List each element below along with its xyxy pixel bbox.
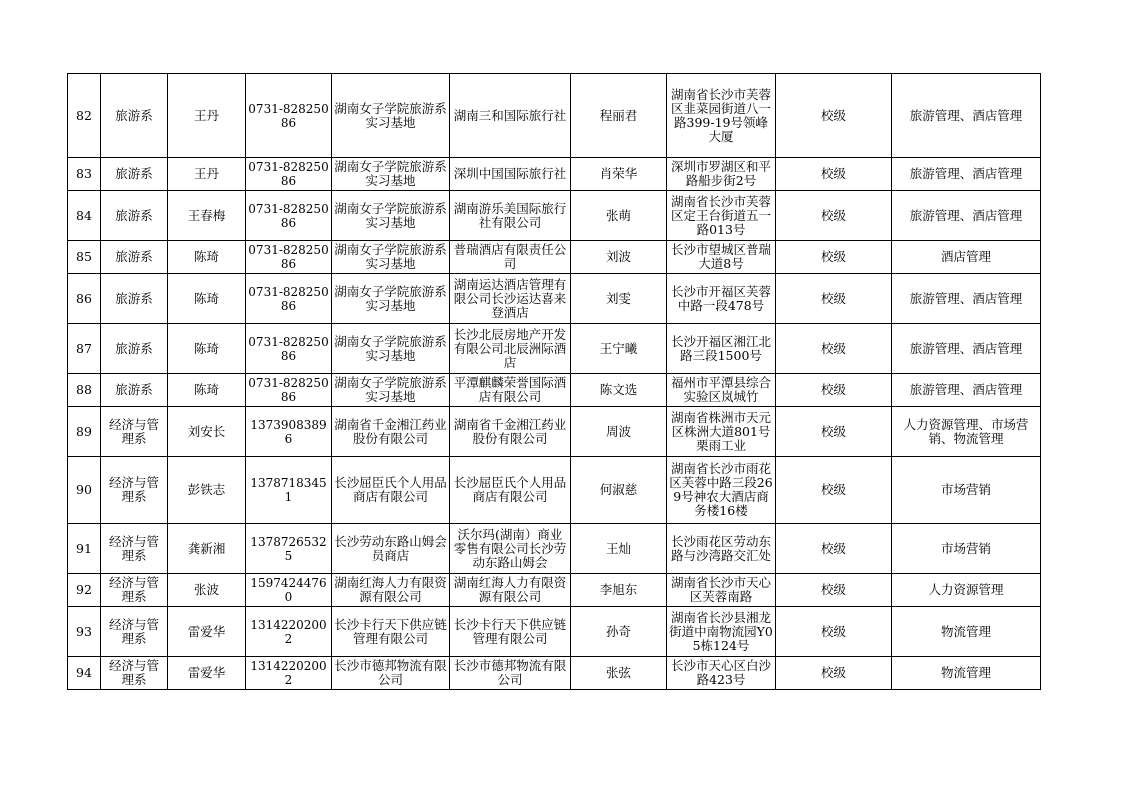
address-cell: 长沙市天心区白沙路423号 (667, 657, 776, 690)
address-cell: 长沙开福区湘江北路三段1500号 (667, 324, 776, 374)
row-number-cell: 94 (68, 657, 101, 690)
level-cell: 校级 (776, 657, 892, 690)
phone-cell: 13787183451 (246, 457, 332, 524)
company-cell: 普瑞酒店有限责任公司 (450, 241, 571, 274)
level-cell: 校级 (776, 274, 892, 324)
level-cell: 校级 (776, 241, 892, 274)
contact-name-cell: 刘安长 (168, 407, 246, 457)
company-contact-cell: 张弦 (571, 657, 667, 690)
level-cell: 校级 (776, 374, 892, 407)
major-cell: 人力资源管理 (892, 574, 1041, 607)
table-row (68, 324, 1041, 374)
table-row (68, 158, 1041, 191)
phone-cell: 13787265325 (246, 524, 332, 574)
table-row (68, 574, 1041, 607)
contact-name-cell: 陈琦 (168, 241, 246, 274)
major-cell: 旅游管理、酒店管理 (892, 374, 1041, 407)
phone-cell: 0731-82825086 (246, 158, 332, 191)
level-cell: 校级 (776, 74, 892, 158)
table-row (68, 524, 1041, 574)
department-cell: 旅游系 (101, 191, 168, 241)
department-cell: 旅游系 (101, 274, 168, 324)
level-cell: 校级 (776, 191, 892, 241)
base-name-cell: 湖南女子学院旅游系实习基地 (332, 158, 450, 191)
company-cell: 平潭麒麟荣誉国际酒店有限公司 (450, 374, 571, 407)
row-number-cell: 82 (68, 74, 101, 158)
base-name-cell: 湖南女子学院旅游系实习基地 (332, 374, 450, 407)
table-row (68, 241, 1041, 274)
table-row (68, 407, 1041, 457)
company-contact-cell: 陈文选 (571, 374, 667, 407)
row-number-cell: 87 (68, 324, 101, 374)
phone-cell: 13739083896 (246, 407, 332, 457)
company-contact-cell: 刘雯 (571, 274, 667, 324)
major-cell: 旅游管理、酒店管理 (892, 191, 1041, 241)
major-cell: 酒店管理 (892, 241, 1041, 274)
row-number-cell: 85 (68, 241, 101, 274)
phone-cell: 13142202002 (246, 607, 332, 657)
major-cell: 市场营销 (892, 457, 1041, 524)
company-cell: 湖南三和国际旅行社 (450, 74, 571, 158)
address-cell: 湖南省长沙市雨花区芙蓉中路三段269号神农大酒店商务楼16楼 (667, 457, 776, 524)
company-cell: 长沙屈臣氏个人用品商店有限公司 (450, 457, 571, 524)
company-contact-cell: 王灿 (571, 524, 667, 574)
row-number-cell: 93 (68, 607, 101, 657)
company-contact-cell: 周波 (571, 407, 667, 457)
base-name-cell: 长沙屈臣氏个人用品商店有限公司 (332, 457, 450, 524)
department-cell: 旅游系 (101, 74, 168, 158)
company-cell: 湖南运达酒店管理有限公司长沙运达喜来登酒店 (450, 274, 571, 324)
major-cell: 物流管理 (892, 607, 1041, 657)
company-contact-cell: 肖荣华 (571, 158, 667, 191)
company-cell: 长沙市德邦物流有限公司 (450, 657, 571, 690)
contact-name-cell: 王丹 (168, 158, 246, 191)
department-cell: 旅游系 (101, 324, 168, 374)
row-number-cell: 90 (68, 457, 101, 524)
address-cell: 福州市平潭县综合实验区岚城竹 (667, 374, 776, 407)
phone-cell: 0731-82825086 (246, 274, 332, 324)
major-cell: 旅游管理、酒店管理 (892, 324, 1041, 374)
table-body (68, 74, 1041, 690)
major-cell: 人力资源管理、市场营销、物流管理 (892, 407, 1041, 457)
department-cell: 经济与管理系 (101, 657, 168, 690)
department-cell: 经济与管理系 (101, 607, 168, 657)
base-name-cell: 湖南红海人力有限资源有限公司 (332, 574, 450, 607)
phone-cell: 13142202002 (246, 657, 332, 690)
base-name-cell: 长沙卡行天下供应链管理有限公司 (332, 607, 450, 657)
table-row (68, 274, 1041, 324)
table-row (68, 657, 1041, 690)
address-cell: 深圳市罗湖区和平路船步街2号 (667, 158, 776, 191)
internship-base-table (67, 73, 1041, 690)
company-cell: 沃尔玛(湖南）商业零售有限公司长沙劳动东路山姆会 (450, 524, 571, 574)
major-cell: 旅游管理、酒店管理 (892, 274, 1041, 324)
address-cell: 湖南省长沙市天心区芙蓉南路 (667, 574, 776, 607)
base-name-cell: 湖南女子学院旅游系实习基地 (332, 191, 450, 241)
address-cell: 湖南省长沙县湘龙街道中南物流园Y05栋124号 (667, 607, 776, 657)
company-contact-cell: 刘波 (571, 241, 667, 274)
address-cell: 长沙市望城区普瑞大道8号 (667, 241, 776, 274)
company-cell: 湖南游乐美国际旅行社有限公司 (450, 191, 571, 241)
address-cell: 长沙市开福区芙蓉中路一段478号 (667, 274, 776, 324)
base-name-cell: 湖南女子学院旅游系实习基地 (332, 74, 450, 158)
company-cell: 湖南省千金湘江药业股份有限公司 (450, 407, 571, 457)
base-name-cell: 湖南女子学院旅游系实习基地 (332, 324, 450, 374)
address-cell: 长沙雨花区劳动东路与沙湾路交汇处 (667, 524, 776, 574)
company-contact-cell: 程丽君 (571, 74, 667, 158)
level-cell: 校级 (776, 607, 892, 657)
company-cell: 长沙卡行天下供应链管理有限公司 (450, 607, 571, 657)
phone-cell: 0731-82825086 (246, 374, 332, 407)
phone-cell: 0731-82825086 (246, 324, 332, 374)
level-cell: 校级 (776, 574, 892, 607)
base-name-cell: 长沙劳动东路山姆会员商店 (332, 524, 450, 574)
contact-name-cell: 张波 (168, 574, 246, 607)
row-number-cell: 89 (68, 407, 101, 457)
major-cell: 市场营销 (892, 524, 1041, 574)
contact-name-cell: 陈琦 (168, 274, 246, 324)
contact-name-cell: 陈琦 (168, 324, 246, 374)
base-name-cell: 湖南女子学院旅游系实习基地 (332, 241, 450, 274)
row-number-cell: 84 (68, 191, 101, 241)
table-row (68, 457, 1041, 524)
department-cell: 经济与管理系 (101, 407, 168, 457)
contact-name-cell: 彭铁志 (168, 457, 246, 524)
phone-cell: 15974244760 (246, 574, 332, 607)
company-contact-cell: 孙奇 (571, 607, 667, 657)
contact-name-cell: 王丹 (168, 74, 246, 158)
level-cell: 校级 (776, 457, 892, 524)
major-cell: 旅游管理、酒店管理 (892, 158, 1041, 191)
department-cell: 旅游系 (101, 158, 168, 191)
contact-name-cell: 陈琦 (168, 374, 246, 407)
base-name-cell: 湖南女子学院旅游系实习基地 (332, 274, 450, 324)
contact-name-cell: 龚新湘 (168, 524, 246, 574)
company-contact-cell: 张萌 (571, 191, 667, 241)
address-cell: 湖南省长沙市芙蓉区韭菜园街道八一路399-19号领峰大厦 (667, 74, 776, 158)
company-cell: 深圳中国国际旅行社 (450, 158, 571, 191)
address-cell: 湖南省株洲市天元区株洲大道801号栗雨工业 (667, 407, 776, 457)
company-contact-cell: 李旭东 (571, 574, 667, 607)
level-cell: 校级 (776, 407, 892, 457)
level-cell: 校级 (776, 524, 892, 574)
company-contact-cell: 王宁曦 (571, 324, 667, 374)
department-cell: 旅游系 (101, 374, 168, 407)
row-number-cell: 91 (68, 524, 101, 574)
contact-name-cell: 雷爱华 (168, 607, 246, 657)
department-cell: 经济与管理系 (101, 574, 168, 607)
table-row (68, 607, 1041, 657)
company-cell: 长沙北辰房地产开发有限公司北辰洲际酒店 (450, 324, 571, 374)
address-cell: 湖南省长沙市芙蓉区定王台街道五一路013号 (667, 191, 776, 241)
table-row (68, 191, 1041, 241)
department-cell: 经济与管理系 (101, 524, 168, 574)
table-row (68, 74, 1041, 158)
row-number-cell: 86 (68, 274, 101, 324)
base-name-cell: 长沙市德邦物流有限公司 (332, 657, 450, 690)
company-cell: 湖南红海人力有限资源有限公司 (450, 574, 571, 607)
row-number-cell: 88 (68, 374, 101, 407)
table-row (68, 374, 1041, 407)
contact-name-cell: 王春梅 (168, 191, 246, 241)
base-name-cell: 湖南省千金湘江药业股份有限公司 (332, 407, 450, 457)
department-cell: 经济与管理系 (101, 457, 168, 524)
phone-cell: 0731-82825086 (246, 241, 332, 274)
department-cell: 旅游系 (101, 241, 168, 274)
level-cell: 校级 (776, 324, 892, 374)
row-number-cell: 92 (68, 574, 101, 607)
row-number-cell: 83 (68, 158, 101, 191)
major-cell: 旅游管理、酒店管理 (892, 74, 1041, 158)
major-cell: 物流管理 (892, 657, 1041, 690)
contact-name-cell: 雷爱华 (168, 657, 246, 690)
phone-cell: 0731-82825086 (246, 191, 332, 241)
company-contact-cell: 何淑慈 (571, 457, 667, 524)
level-cell: 校级 (776, 158, 892, 191)
phone-cell: 0731-82825086 (246, 74, 332, 158)
